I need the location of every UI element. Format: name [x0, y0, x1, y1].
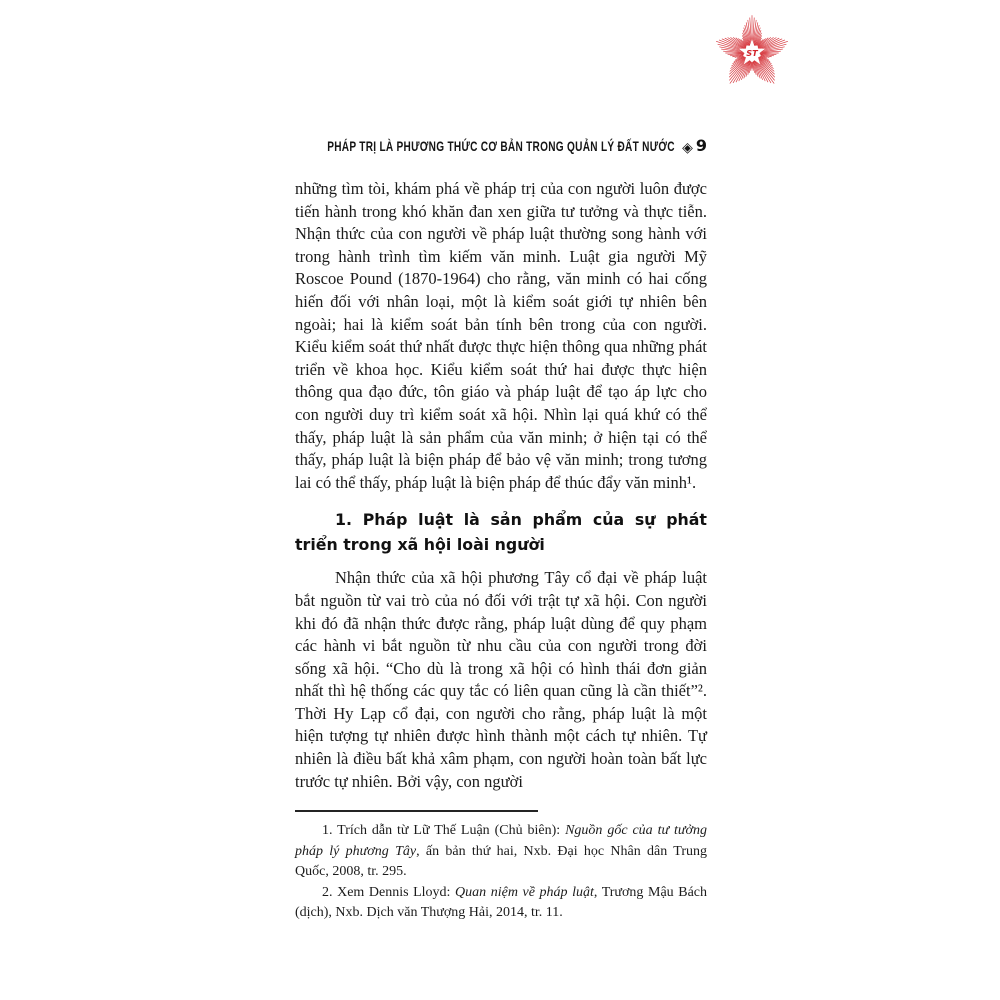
footnote-2-cited-title: Quan niệm về pháp luật [455, 884, 594, 900]
running-header-title: PHÁP TRỊ LÀ PHƯƠNG THỨC CƠ BẢN TRONG QUẢN LÝ ĐẤT NƯỚC [327, 138, 676, 154]
footnote-1-text: 1. Trích dẫn từ Lữ Thế Luận (Chủ biên): [322, 823, 566, 839]
footnote-1-cited-title: Nguồn gốc của tư tưởng pháp lý phương Tây [295, 823, 707, 859]
publisher-logo [710, 12, 794, 94]
svg-text:ST: ST [746, 47, 758, 58]
footnote-1-tail: , ấn bản thứ hai, Nxb. Đại học Nhân dân Trung Quốc, 2008, tr. 295. [295, 843, 707, 880]
body-paragraph-1: những tìm tòi, khám phá về pháp trị của con người luôn được tiến hành trong khó khăn đan xen giữa tư tưởng và thực tiễn. Nhận thức của con người về pháp luật thường song hành với trong hành trình tìm kiếm văn minh. Luật gia người Mỹ Roscoe Pound (1870-1964) cho rằng, văn minh có hai cống hiến đối với nhân loại, một là kiểm soát giới tự nhiên bên ngoài; hai là kiểm soát bản tính bên trong của con người. Kiểu kiểm soát thứ nhất được thực hiện thông qua những phát triển về khoa học. Kiểu kiểm soát thứ hai được thực hiện thông qua đạo đức, tôn giáo và pháp luật để tạo áp lực cho con người duy trì kiểm soát xã hội. Nhìn lại quá khứ có thể thấy, pháp luật là sản phẩm của văn minh; ở hiện tại có thể thấy, pháp luật là biện pháp để bảo vệ văn minh; trong tương lai có thể thấy, pháp luật là biện pháp để thúc đẩy văn minh¹. [295, 179, 707, 492]
publisher-star-icon [710, 12, 794, 94]
footnote-1 [295, 821, 707, 883]
running-header [0, 136, 707, 156]
footnote-2 [295, 883, 707, 924]
footnote-2-tail: , Trương Mậu Bách (dịch), Nxb. Dịch văn Thượng Hải, 2014, tr. 11. [295, 884, 707, 921]
section-heading: 1. Pháp luật là sản phẩm của sự phát triển trong xã hội loài người [295, 510, 707, 555]
page-number: 9 [695, 136, 707, 155]
footnotes-block [295, 810, 707, 924]
footnote-2-text: 2. Xem Dennis Lloyd: [322, 884, 456, 900]
text-column [295, 178, 707, 924]
body-paragraph-2: Nhận thức của xã hội phương Tây cổ đại về pháp luật bắt nguồn từ vai trò của nó đối với trật tự xã hội. Con người khi đó đã nhận thức được rằng, pháp luật dùng để quy phạm các hành vi bắt nguồn từ nhu cầu của con người trong đời sống xã hội. “Cho dù là trong xã hội có hình thái đơn giản nhất thì hệ thống các quy tắc có liên quan cũng là cần thiết”². Thời Hy Lạp cổ đại, con người cho rằng, pháp luật là một hiện tượng tự nhiên được hình thành một cách tự nhiên. Tự nhiên là điều bất khả xâm phạm, con người hoàn toàn bất lực trước tự nhiên. Bởi vậy, con người [295, 568, 707, 791]
footnote-divider [295, 810, 538, 812]
diamond-separator-icon: ◈ [682, 140, 693, 156]
